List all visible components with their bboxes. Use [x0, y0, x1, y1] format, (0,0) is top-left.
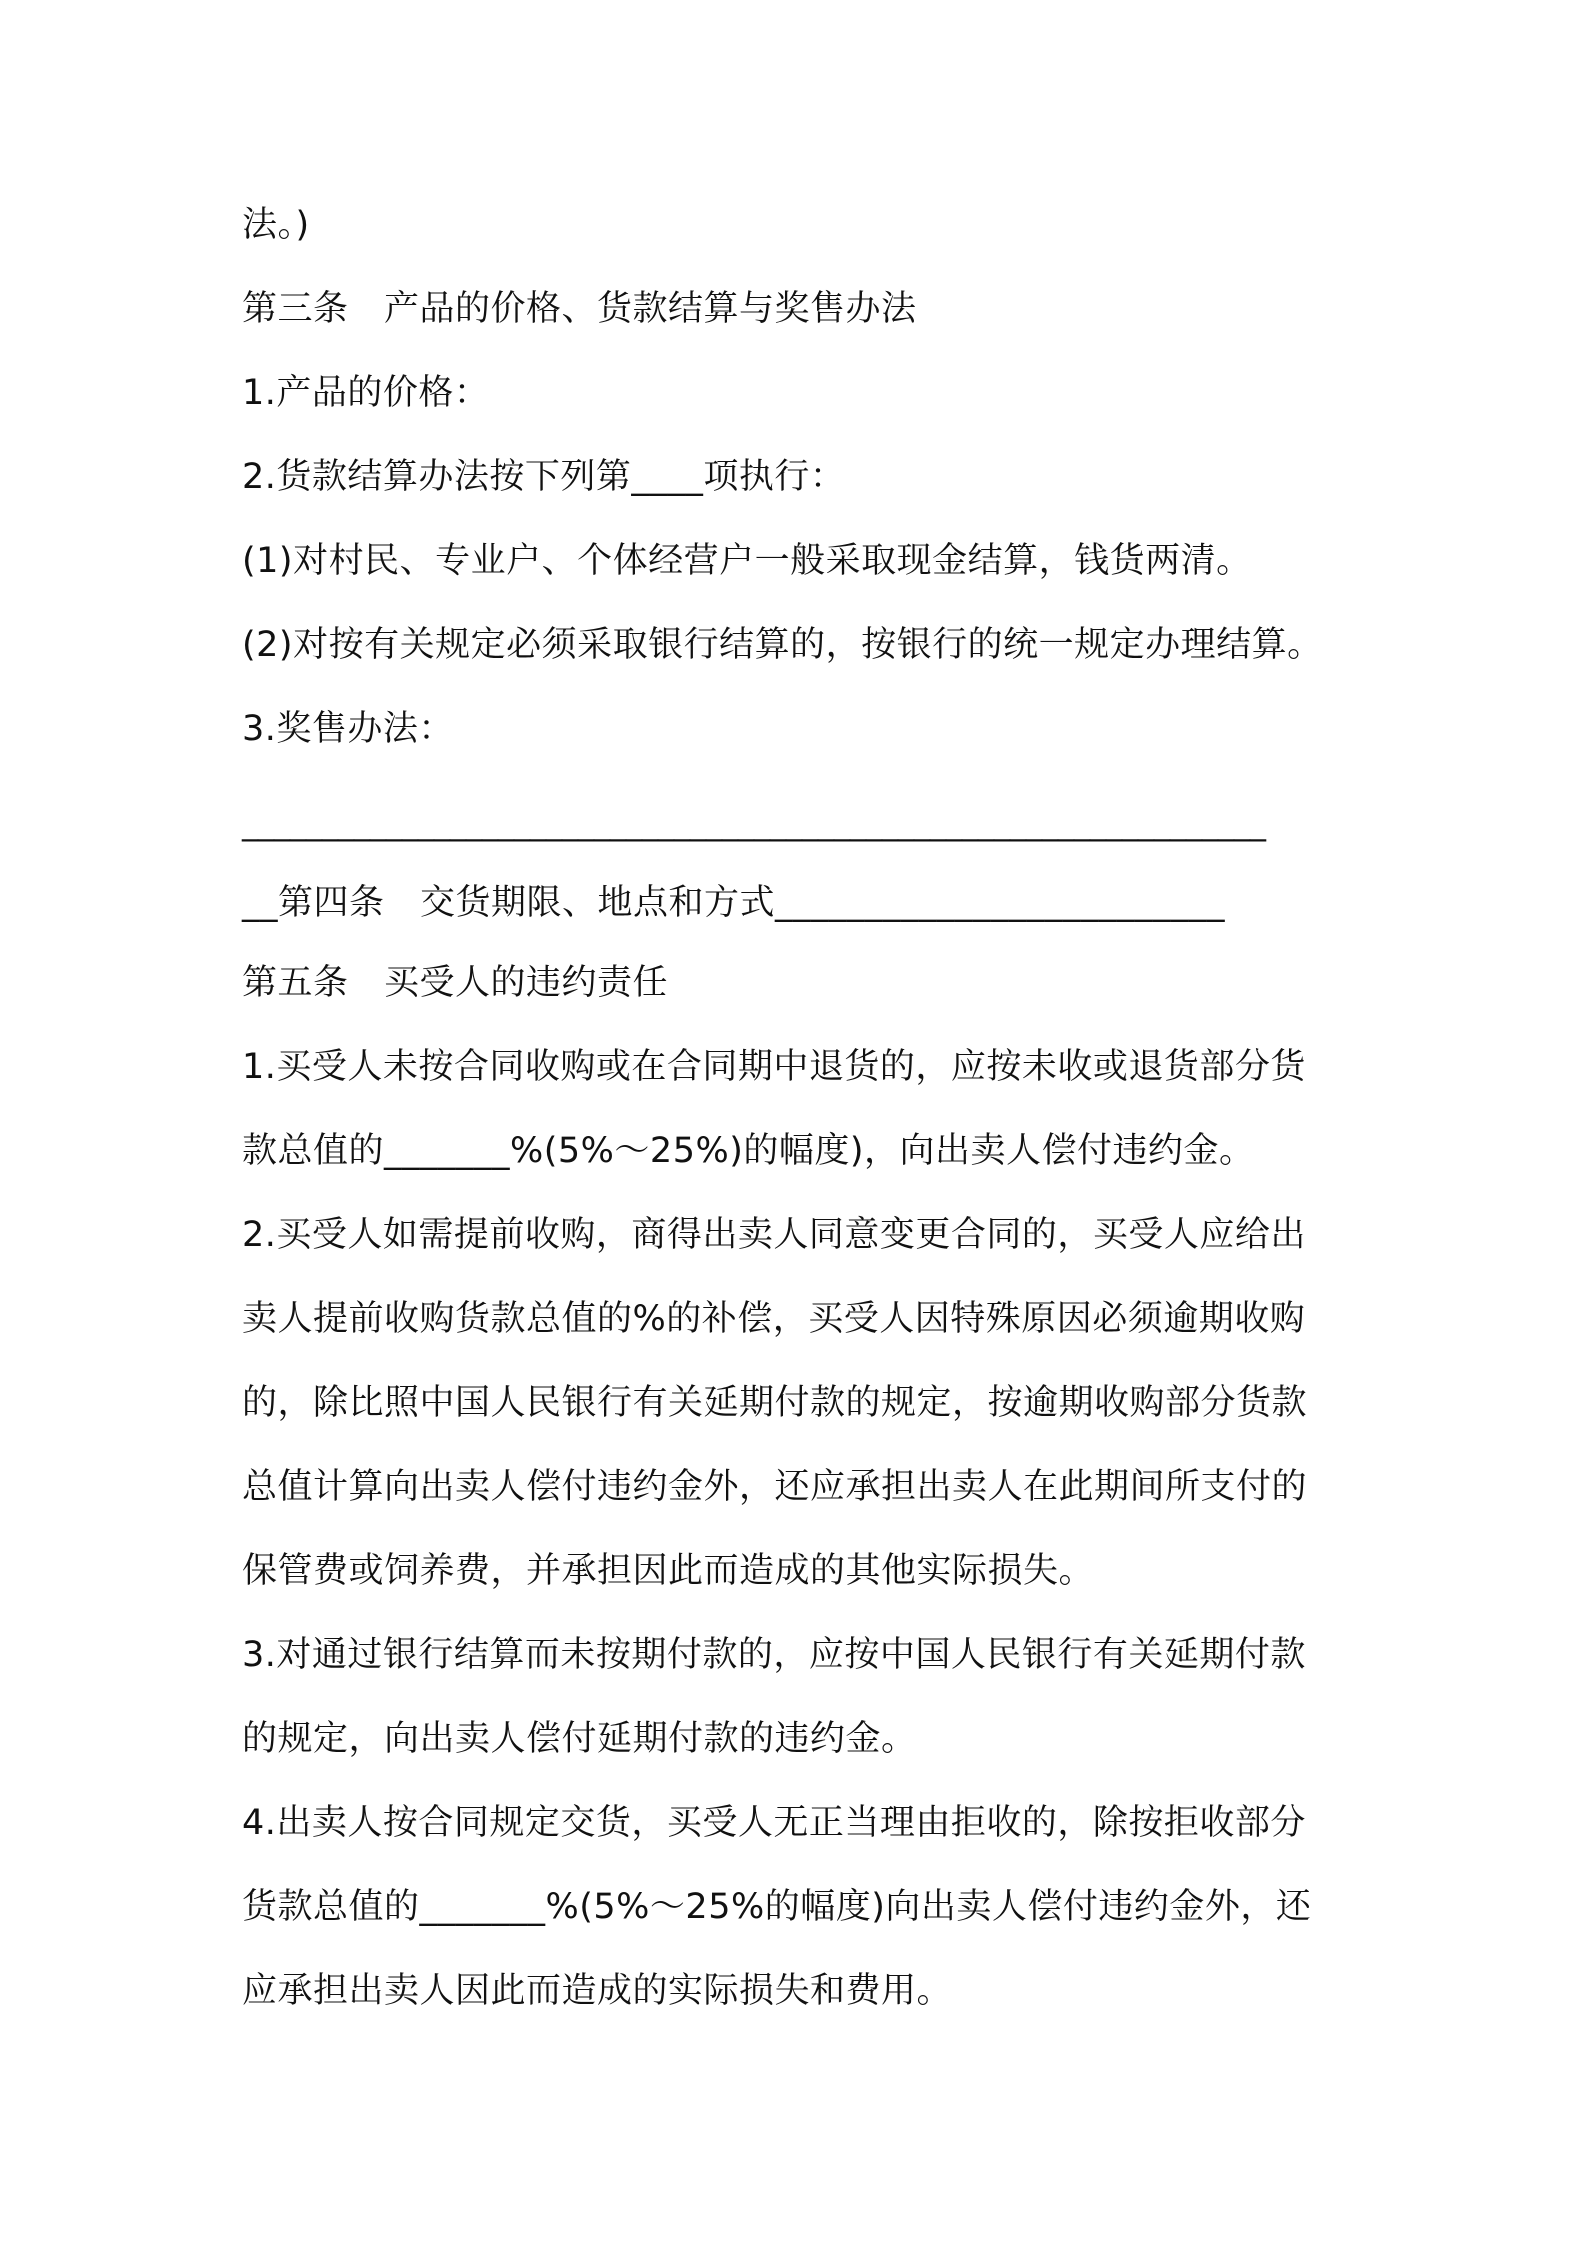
- clause-5-4-line-1: 4.出卖人按合同规定交货，买受人无正当理由拒收的，除按拒收部分: [242, 1803, 1306, 1843]
- clause-3-2-1: (1)对村民、专业户、个体经营户一般采取现金结算，钱货两清。: [242, 541, 1252, 581]
- clause-5-2-line-4: 总值计算向出卖人偿付违约金外，还应承担出卖人在此期间所支付的: [242, 1467, 1308, 1507]
- article-5-heading: 第五条 买受人的违约责任: [242, 963, 669, 1003]
- text-line-continuation: 法。): [242, 205, 310, 245]
- clause-5-2-line-1: 2.买受人如需提前收购，商得出卖人同意变更合同的，买受人应给出: [242, 1215, 1306, 1255]
- clause-5-3-line-2: 的规定，向出卖人偿付延期付款的违约金。: [242, 1719, 917, 1759]
- clause-5-2-line-3: 的，除比照中国人民银行有关延期付款的规定，按逾期收购部分货款: [242, 1383, 1308, 1423]
- clause-5-1-line-1: 1.买受人未按合同收购或在合同期中退货的，应按未收或退货部分货: [242, 1047, 1306, 1087]
- clause-5-4-line-3: 应承担出卖人因此而造成的实际损失和费用。: [242, 1971, 953, 2011]
- article-3-heading: 第三条 产品的价格、货款结算与奖售办法: [242, 289, 917, 329]
- clause-5-1-line-2: 款总值的_______%(5%～25%)的幅度)，向出卖人偿付违约金。: [242, 1131, 1255, 1171]
- clause-5-2-line-2: 卖人提前收购货款总值的%的补偿，买受人因特殊原因必须逾期收购: [242, 1299, 1306, 1339]
- article-4-heading: __第四条 交货期限、地点和方式_________________________: [242, 883, 1226, 923]
- clause-3-1: 1.产品的价格：: [242, 373, 490, 413]
- clause-3-2-2: (2)对按有关规定必须采取银行结算的，按银行的统一规定办理结算。: [242, 625, 1323, 665]
- blank-fill-line: ________________________________________________________________: [242, 804, 1266, 842]
- clause-3-3: 3.奖售办法：: [242, 709, 454, 749]
- clause-5-3-line-1: 3.对通过银行结算而未按期付款的，应按中国人民银行有关延期付款: [242, 1635, 1306, 1675]
- clause-5-2-line-5: 保管费或饲养费，并承担因此而造成的其他实际损失。: [242, 1551, 1095, 1591]
- clause-3-2: 2.货款结算办法按下列第____项执行：: [242, 457, 846, 497]
- clause-5-4-line-2: 货款总值的_______%(5%～25%的幅度)向出卖人偿付违约金外，还: [242, 1887, 1312, 1927]
